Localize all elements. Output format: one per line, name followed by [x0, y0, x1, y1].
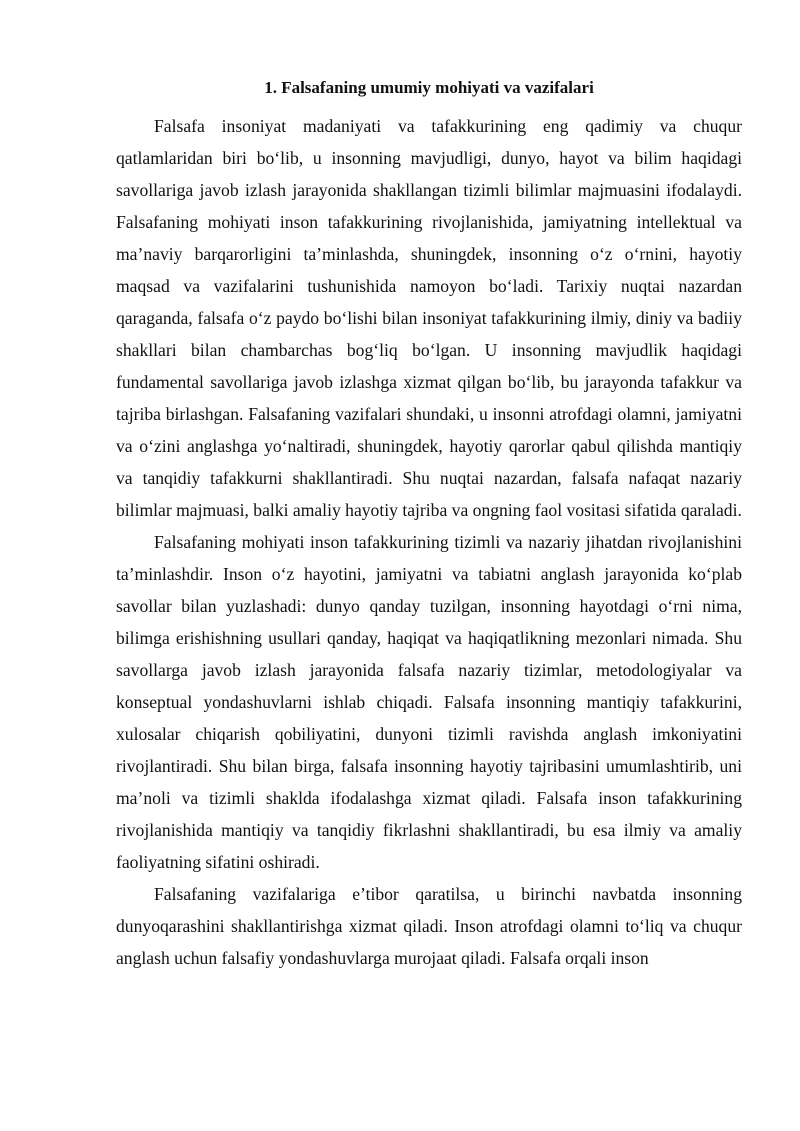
- paragraph-3: Falsafaning vazifalariga e’tibor qaratilsa, u birinchi navbatda insonning dunyoqarashini shakllantirishga xizmat qiladi. Inson atrofdagi olamni to‘liq va chuqur anglash uchun falsafiy yondashuvlarga murojaat qiladi. Falsafa orqali inson: [116, 884, 742, 968]
- paragraph-1: Falsafa insoniyat madaniyati va tafakkurining eng qadimiy va chuqur qatlamlaridan biri bo‘lib, u insonning mavjudligi, dunyo, hayot va bilim haqidagi savollariga javob izlash jarayonida shakllangan tizimli bilimlar majmuasini ifodalaydi. Falsafaning mohiyati inson tafakkurining rivojlanishida, jamiyatning intellektual va ma’naviy barqarorligini ta’minlashda, shuningdek, insonning o‘z o‘rnini, hayotiy maqsad va vazifalarini tushunishida namoyon bo‘ladi. Tarixiy nuqtai nazardan qaraganda, falsafa o‘z paydo bo‘lishi bilan insoniyat tafakkurining ilmiy, diniy va badiiy shakllari bilan chambarchas bog‘liq bo‘lgan. U insonning mavjudlik haqidagi fundamental savollariga javob izlashga xizmat qilgan bo‘lib, bu jarayonda tafakkur va tajriba birlashgan. Falsafaning vazifalari shundaki, u insonni atrofdagi olamni, jamiyatni va o‘zini anglashga yo‘naltiradi, shuningdek, hayotiy qarorlar qabul qilishda mantiqiy va tanqidiy tafakkurni shakllantiradi. Shu nuqtai nazardan, falsafa nafaqat nazariy bilimlar majmuasi, balki amaliy hayotiy tajriba va ongning faol vositasi sifatida qaraladi.: [116, 116, 742, 520]
- section-title: 1. Falsafaning umumiy mohiyati va vazifalari: [264, 78, 594, 97]
- document-body: [116, 74, 742, 974]
- paragraph-2: Falsafaning mohiyati inson tafakkurining tizimli va nazariy jihatdan rivojlanishini ta’minlashdir. Inson o‘z hayotini, jamiyatni va tabiatni anglash jarayonida ko‘plab savollar bilan yuzlashadi: dunyo qanday tuzilgan, insonning hayotdagi o‘rni nima, bilimga erishishning usullari qanday, haqiqat va haqiqatlikning mezonlari nimada. Shu savollarga javob izlash jarayonida falsafa nazariy tizimlar, metodologiyalar va konseptual yondashuvlarni ishlab chiqadi. Falsafa insonning mantiqiy tafakkurini, xulosalar chiqarish qobiliyatini, dunyoni tizimli ravishda anglash imkoniyatini rivojlantiradi. Shu bilan birga, falsafa insonning hayotiy tajribasini umumlashtirib, uni ma’noli va tizimli shaklda ifodalashga xizmat qiladi. Falsafa inson tafakkurining rivojlanishida mantiqiy va tanqidiy fikrlashni shakllantiradi, bu esa ilmiy va amaliy faoliyatning sifatini oshiradi.: [116, 532, 742, 872]
